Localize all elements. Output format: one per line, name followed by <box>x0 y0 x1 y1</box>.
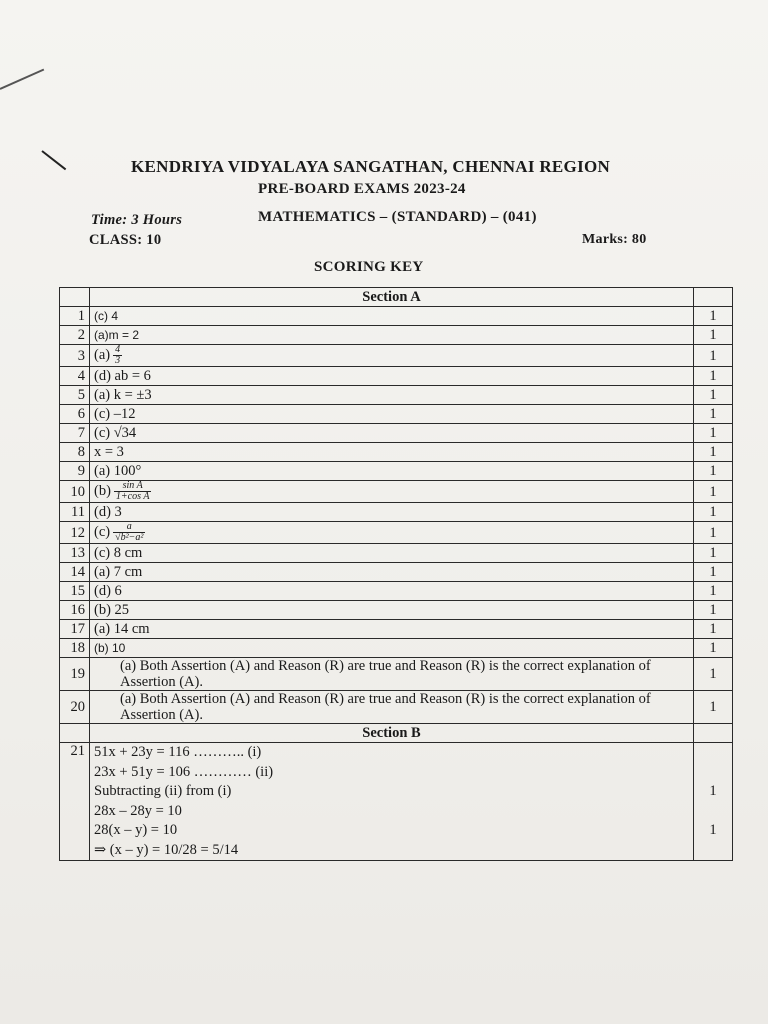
question-number: 5 <box>60 386 90 405</box>
org-title: KENDRIYA VIDYALAYA SANGATHAN, CHENNAI REGION <box>131 157 611 176</box>
marks-cell: 1 <box>694 620 733 639</box>
mark-value <box>698 743 728 763</box>
table-row <box>60 544 733 563</box>
table-row <box>60 481 733 503</box>
marks-cell: 1 <box>694 424 733 443</box>
fraction-numerator: a <box>113 522 145 533</box>
answer-text: (c) 4 <box>94 309 118 323</box>
answer-text: (d) 6 <box>94 583 122 599</box>
answer-cell <box>90 462 694 481</box>
question-number: 7 <box>60 424 90 443</box>
table-row <box>60 563 733 582</box>
answer-cell <box>90 386 694 405</box>
mark-value <box>698 763 728 783</box>
question-number: 12 <box>60 522 90 544</box>
table-row <box>60 582 733 601</box>
solution-line: 28(x – y) = 10 <box>94 822 178 838</box>
answer-text: (a) 14 cm <box>94 621 150 637</box>
answer-text: (a) k = ±3 <box>94 387 152 403</box>
answer-text: x = 3 <box>94 444 124 460</box>
solution-line: ⇒ (x – y) = 10/28 = 5/14 <box>94 841 239 858</box>
answer-cell <box>90 424 694 443</box>
marks-cell: 1 <box>694 307 733 326</box>
marks-cell: 1 <box>694 563 733 582</box>
question-number: 18 <box>60 639 90 658</box>
question-number: 1 <box>60 307 90 326</box>
table-row <box>60 658 733 691</box>
fraction <box>113 345 122 366</box>
table-row <box>60 620 733 639</box>
marks-cell: 1 <box>694 639 733 658</box>
table-row <box>60 522 733 544</box>
table-row <box>60 443 733 462</box>
answer-text: (b) <box>94 482 111 499</box>
marks-cell: 1 <box>694 367 733 386</box>
answer-cell <box>90 658 694 691</box>
answer-text: (a) 7 cm <box>94 564 143 580</box>
answer-cell <box>90 563 694 582</box>
section-b-heading-row <box>60 724 733 743</box>
question-number: 3 <box>60 345 90 367</box>
answer-text: (a) <box>94 346 111 363</box>
answer-cell <box>90 405 694 424</box>
question-number: 21 <box>60 743 90 861</box>
question-number: 16 <box>60 601 90 620</box>
answer-cell <box>90 620 694 639</box>
question-number: 19 <box>60 658 90 691</box>
marks-cell: 1 <box>694 386 733 405</box>
answer-cell <box>90 443 694 462</box>
marks-cell: 1 <box>694 443 733 462</box>
answer-cell <box>90 326 694 345</box>
answer-text: (a) 100° <box>94 463 142 479</box>
table-row <box>60 405 733 424</box>
answer-cell <box>90 367 694 386</box>
answer-text: (c) 8 cm <box>94 545 143 561</box>
table-row <box>60 424 733 443</box>
answer-text: (c) <box>94 523 111 540</box>
question-number: 14 <box>60 563 90 582</box>
table-row <box>60 639 733 658</box>
marks-cell: 1 <box>694 481 733 503</box>
question-number: 15 <box>60 582 90 601</box>
solution-line: 23x + 51y = 106 ………… (ii) <box>94 763 274 780</box>
table-row <box>60 386 733 405</box>
answer-cell <box>90 345 694 367</box>
fraction <box>113 522 145 543</box>
marks-label: Marks: 80 <box>582 232 647 247</box>
marks-cell: 1 <box>694 691 733 724</box>
marks-cell: 1 <box>694 601 733 620</box>
answer-text: (a) Both Assertion (A) and Reason (R) are true and Reason (R) is the correct explanation of Assertion (A). <box>120 658 651 690</box>
pen-stroke <box>41 150 66 170</box>
fraction-denominator: 3 <box>115 355 121 366</box>
question-number: 11 <box>60 503 90 522</box>
answer-cell <box>90 601 694 620</box>
solution-line: Subtracting (ii) from (i) <box>94 783 232 799</box>
answer-cell <box>90 481 694 503</box>
exam-title: PRE-BOARD EXAMS 2023-24 <box>258 181 466 197</box>
table-row <box>60 326 733 345</box>
marks-cell: 1 <box>694 582 733 601</box>
table-row <box>60 345 733 367</box>
answer-text: (a) Both Assertion (A) and Reason (R) are true and Reason (R) is the correct explanation of Assertion (A). <box>120 691 651 723</box>
answer-text: (a)m = 2 <box>94 328 140 342</box>
marks-cell: 1 <box>694 544 733 563</box>
marks-cell: 1 <box>694 326 733 345</box>
marks-cell: 1 <box>694 503 733 522</box>
answer-cell <box>90 503 694 522</box>
answer-text: (c) –12 <box>94 406 136 422</box>
subject-title: MATHEMATICS – (STANDARD) – (041) <box>258 209 537 225</box>
answer-cell <box>90 544 694 563</box>
solution-line: 28x – 28y = 10 <box>94 802 182 819</box>
table-row <box>60 743 733 861</box>
marks-cell: 1 <box>694 522 733 544</box>
time-label: Time: 3 Hours <box>91 212 183 228</box>
solution-line: 51x + 23y = 116 ……….. (i) <box>94 744 262 760</box>
answer-cell <box>90 743 694 861</box>
pen-mark <box>0 69 44 90</box>
answer-cell <box>90 691 694 724</box>
class-label: CLASS: 10 <box>89 232 162 248</box>
mark-value: 1 <box>709 783 717 799</box>
table-row <box>60 367 733 386</box>
marks-cell: 1 <box>694 405 733 424</box>
answer-text: (d) 3 <box>94 504 122 520</box>
answer-text: (b) 10 <box>94 641 126 655</box>
section-a-heading-row <box>60 288 733 307</box>
fraction-numerator: sin A <box>114 481 152 492</box>
answer-text: (c) √34 <box>94 425 137 441</box>
table-row <box>60 307 733 326</box>
question-number: 20 <box>60 691 90 724</box>
page-title: SCORING KEY <box>314 259 424 275</box>
question-number: 10 <box>60 481 90 503</box>
mark-value <box>698 841 728 861</box>
marks-cell: 1 <box>694 345 733 367</box>
answer-text: (b) 25 <box>94 602 130 618</box>
answer-cell <box>90 639 694 658</box>
fraction <box>114 481 152 502</box>
answer-cell <box>90 307 694 326</box>
question-number: 17 <box>60 620 90 639</box>
scoring-key-table <box>59 287 733 861</box>
marks-cell: 1 <box>694 462 733 481</box>
fraction-numerator: 4 <box>115 344 121 355</box>
mark-value <box>698 802 728 822</box>
section-a-heading: Section A <box>90 288 694 307</box>
question-number: 8 <box>60 443 90 462</box>
fraction-denominator: 1+cos A <box>115 491 150 502</box>
table-row <box>60 503 733 522</box>
marks-cell <box>694 743 733 861</box>
answer-cell <box>90 582 694 601</box>
marks-cell: 1 <box>694 658 733 691</box>
mark-value: 1 <box>709 822 717 838</box>
question-number: 13 <box>60 544 90 563</box>
answer-cell <box>90 522 694 544</box>
question-number: 2 <box>60 326 90 345</box>
answer-text: (d) ab = 6 <box>94 368 151 384</box>
question-number: 6 <box>60 405 90 424</box>
table-row <box>60 691 733 724</box>
table-row <box>60 601 733 620</box>
section-b-heading: Section B <box>90 724 694 743</box>
fraction-denominator: √b²−a² <box>115 532 144 543</box>
question-number: 9 <box>60 462 90 481</box>
question-number: 4 <box>60 367 90 386</box>
table-row <box>60 462 733 481</box>
